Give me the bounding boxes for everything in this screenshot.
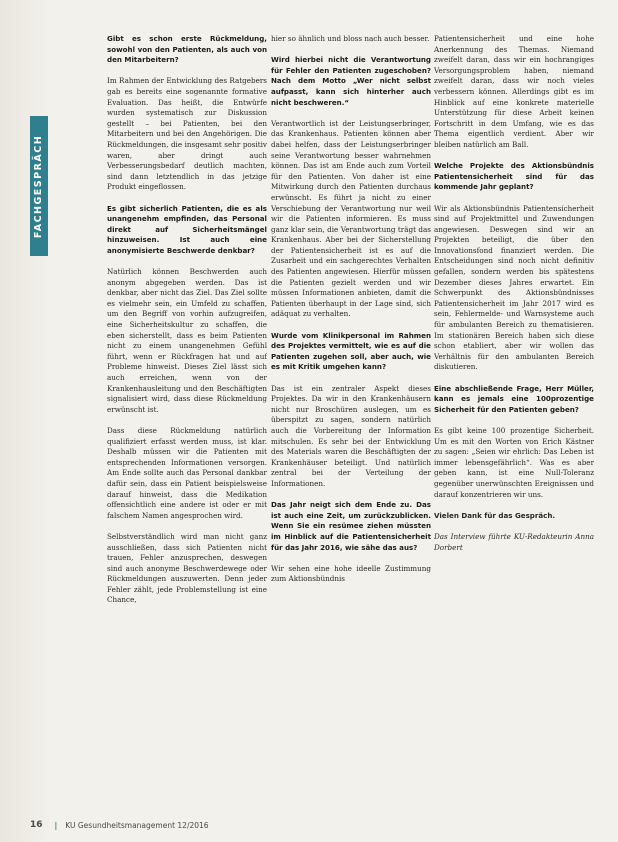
- interview-answer: Verantwortlich ist der Leistungserbringer, das Krankenhaus. Patienten können aber dabei helfen, dass der Leistungserbringer seine Verantwortung besser wahrnehmen können. Das ist am Ende auch zum Vorteil für den Patienten. Von daher ist eine Mitwirkung durch den Patienten durchaus erwünscht. Es führt ja nicht zu einer Verschiebung der Verantwortung nur weil wir die Patienten informieren. Es muss ganz klar sein, die Verantwortung trägt das Krankenhaus. Aber bei der Sicherstellung der Patientensicherheit ist es auf die Zusarbeit und ein sachgerechtes Verhalten des Patienten angewiesen. Hierfür müssen die Patienten gezielt werden und wir müssen Informationen anbieten, damit die Patienten überhaupt in der Lage sind, sich adäquat zu verhalten.: [271, 118, 431, 319]
- footer-separator: |: [54, 820, 58, 830]
- interview-answer: Im Rahmen der Entwicklung des Ratgebers gab es bereits eine sogenannte formative Evaluation. Das heißt, die Entwürfe wurden systematisch zur Diskussion gestellt – bei Patienten, bei den Mitarbeitern und bei den Angehörigen. Die Rückmeldungen, die insgesamt sehr positiv waren, aber dringt auch Verbesserungsbedarf deutlich machten, sind dann letztendlich in das jetzige Produkt eingeflossen.: [107, 76, 267, 192]
- interview-answer: Es gibt keine 100 prozentige Sicherheit. Um es mit den Worten von Erich Kästner zu sagen: „Seien wir ehrlich: Das Leben ist immer lebensgefährlich“. Was es aber geben kann, ist eine Null-Toleranz gegenüber unerwünschten Ereignissen und darauf konzentrieren wir uns.: [434, 425, 594, 499]
- interview-answer: Natürlich können Beschwerden auch anonym abgegeben werden. Das ist denkbar, aber nicht das Ziel. Das Ziel sollte es vielmehr sein, ein Umfeld zu schaffen, um den Begriff von vorhin aufzugreifen, eine Sicherheitskultur zu schaffen, die eben sicherstellt, dass es beim Patienten nicht zu einem unangenehmen Gefühl führt, wenn er Rückfragen hat und auf Probleme hinweist. Dieses Ziel lässt sich auch erreichen, wenn von der Krankenhausleitung und den Beschäftigten signalisiert wird, dass diese Rückmeldung erwünscht ist.: [107, 267, 267, 414]
- interview-question: Welche Projekte des Aktionsbündnis Patientensicherheit sind für das kommende Jahr geplant?: [434, 161, 594, 192]
- interview-answer: Patientensicherheit und eine hohe Anerkennung des Themas. Niemand zweifelt daran, dass wir ein hochrangiges Versorgungsproblem haben, niemand zweifelt daran, dass wir noch vieles verbessern können. Allerdings gibt es im Hinblick auf eine konkrete materielle Unterstützung für diese Arbeit keinen Fortschritt in dem Umfang, wie es das Thema eigentlich verdient. Aber wir bleiben natürlich am Ball.: [434, 34, 594, 149]
- interview-question: Wurde vom Klinikpersonal im Rahmen des Projektes vermittelt, wie es auf die Patienten zugehen soll, aber auch, wie es mit Kritik umgehen kann?: [271, 330, 431, 372]
- page-footer: [30, 818, 590, 832]
- section-label: FACHGESPRÄCH: [33, 134, 45, 238]
- left-margin: [0, 0, 52, 842]
- interview-question: Gibt es schon erste Rückmeldung, sowohl von den Patienten, als auch von den Mitarbeitern?: [107, 34, 267, 65]
- interview-answer: Dass diese Rückmeldung natürlich qualifiziert erfasst werden muss, ist klar. Deshalb müssen wir die Patienten mit entsprechenden Informationen versorgen. Am Ende sollte auch das Personal dankbar dafür sein, dass ein Patient beispielsweise darauf hinweist, dass die Medikation offensichtlich eine andere ist oder er mit falschem Namen angesprochen wird.: [107, 425, 267, 520]
- interview-credit: Das Interview führte KU-Redakteurin Anna Dorbert: [434, 531, 594, 552]
- interview-question: Eine abschließende Frage, Herr Müller, kann es jemals eine 100prozentige Sicherheit für den Patienten geben?: [434, 383, 594, 414]
- closing-thanks: Vielen Dank für das Gespräch.: [434, 510, 556, 520]
- publication-line: KU Gesundheitsmanagement 12/2016: [65, 820, 209, 830]
- interview-answer: hier so ähnlich und bloss nach auch besser.: [271, 34, 430, 43]
- section-tab: [30, 116, 48, 256]
- interview-question: Es gibt sicherlich Patienten, die es als unangenehm empfinden, das Personal direkt auf Sicherheitsmängel hinzuweisen. Ist auch eine anonymisierte Beschwerde denkbar?: [107, 203, 267, 255]
- interview-answer: Selbstverständlich wird man nicht ganz ausschließen, dass sich Patienten nicht trauen, Fehler anzusprechen, deswegen sind auch anonyme Beschwerdewege oder Rückmeldungen auszuwerten. Denn jeder Fehler zählt, jede Problemstellung ist eine Chance,: [107, 531, 267, 605]
- interview-answer: Das ist ein zentraler Aspekt dieses Projektes. Da wir in den Krankenhäusern nicht nur Broschüren auslegen, um es überspitzt zu sagen, sondern natürlich auch die Vorbereitung der Information mitschulen. Es sehr bei der Entwicklung des Materials waren die Beschäftigten der Krankenhäuser beteiligt. Und natürlich zentral bei der Verteilung der Informationen.: [271, 383, 431, 488]
- page-number: 16: [30, 820, 43, 830]
- text-column-2: [271, 34, 431, 814]
- interview-question: Wird hierbei nicht die Verantwortung für Fehler den Patienten zugeschoben? Nach dem Motto „Wer nicht selbst aufpasst, kann sich hinterher auch nicht beschweren.“: [271, 55, 431, 107]
- interview-answer: Wir als Aktionsbündnis Patientensicherheit sind auf Projektmittel und Zuwendungen angewiesen. Deswegen sind wir an Projekten beteiligt, die über den Innovationsfond finanziert werden. Die Entscheidungen sind noch nicht definitiv gefallen, sondern werden bis spätestens Dezember dieses Jahres erwartet. Ein Schwerpunkt des Aktionsbündnisses Patientensicherheit im Jahr 2017 wird es sein, Fehlermelde- und Warnsysteme auch für ambulanten Bereich zu thematisieren. Im stationären Bereich haben sich diese schon etabliert, aber wir wollen das Verhältnis für den ambulanten Bereich diskutieren.: [434, 203, 594, 372]
- text-column-3: [434, 34, 594, 814]
- interview-question: Das Jahr neigt sich dem Ende zu. Das ist auch eine Zeit, um zurückzublicken. Wenn Sie ein resümee ziehen müssten im Hinblick auf die Patientensicherheit für das Jahr 2016, wie sähe das aus?: [271, 500, 431, 552]
- interview-answer: Wir sehen eine hohe ideelle Zustimmung zum Aktionsbündnis: [271, 563, 431, 584]
- text-column-1: [107, 34, 267, 814]
